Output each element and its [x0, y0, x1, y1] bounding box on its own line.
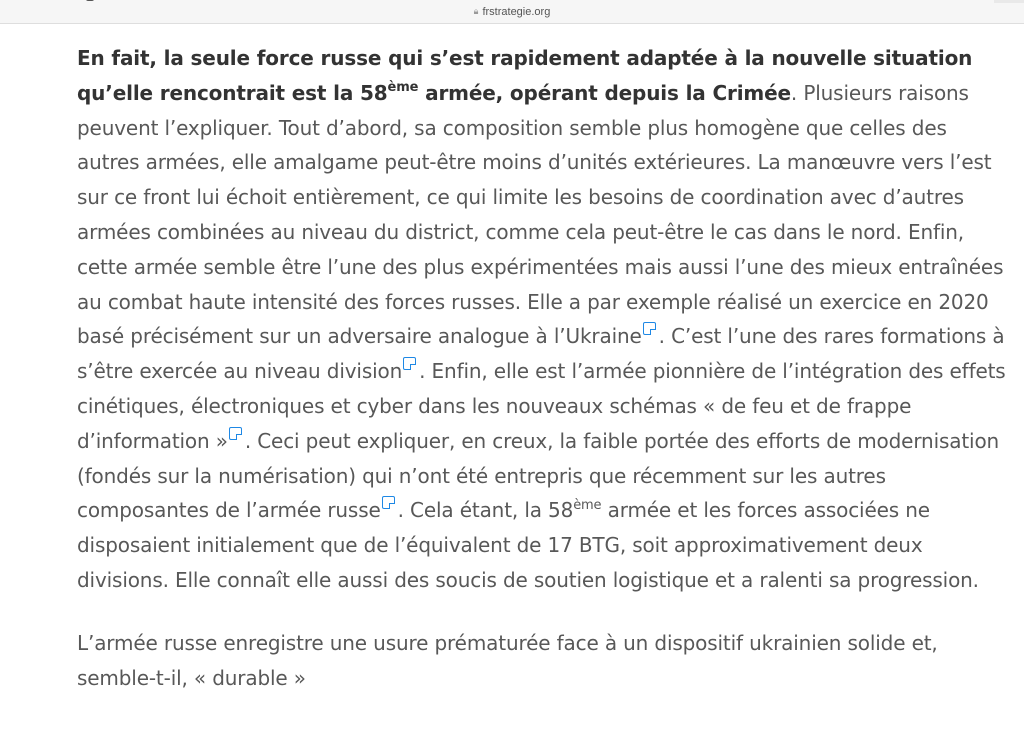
- text-segment-5: . Cela étant, la 58: [397, 498, 574, 523]
- superscript-eme-2: ème: [573, 497, 602, 513]
- browser-url-bar[interactable]: [0, 0, 1024, 24]
- bold-text-b: armée, opérant depuis la Crimée: [418, 80, 791, 105]
- footnote-link-icon[interactable]: [229, 427, 242, 440]
- text-segment-6: armée et les forces associées ne disposaient initialement que de l’équivalent de 17 BTG, soit approximativement deux divisions. Elle connaît elle aussi des soucis de soutien logistique et a ralenti sa progression.: [77, 498, 979, 592]
- toolbar-fragment: [86, 0, 94, 1]
- footnote-link-icon[interactable]: [643, 322, 656, 335]
- footnote-link-icon[interactable]: [382, 496, 395, 509]
- text-segment-3: . Enfin, elle est l’armée pionnière de l’intégration des effets cinétiques, électroniques et cyber dans les nouveaux schémas « de feu et de frappe d’information »: [77, 359, 1006, 453]
- paragraph-1: [77, 41, 1007, 598]
- toolbar-fragment-right: [994, 0, 1024, 3]
- lock-icon: 🔒︎: [473, 6, 479, 16]
- footnote-link-icon[interactable]: [403, 357, 416, 370]
- bold-text-a: En fait, la seule force russe qui s’est rapidement adaptée à la nouvelle situation qu’elle rencontrait est la 58: [77, 46, 973, 105]
- article-body: [77, 41, 1007, 695]
- url-text: frstrategie.org: [482, 5, 551, 18]
- text-segment-2: . C’est l’une des rares formations à s’être exercée au niveau division: [77, 324, 1005, 384]
- paragraph-2: L’armée russe enregistre une usure prématurée face à un dispositif ukrainien solide et, semble-t-il, « durable »: [77, 630, 938, 690]
- superscript-eme: ème: [387, 80, 419, 96]
- text-segment-1: . Plusieurs raisons peuvent l’expliquer. Tout d’abord, sa composition semble plus homogène que celles des autres armées, elle amalgame peut-être moins d’unités extérieures. La manœuvre vers l’est sur ce front lui échoit entièrement, ce qui limite les besoins de coordination avec d’autres armées combinées au niveau du district, comme cela peut-être le cas dans le nord. Enfin, cette armée semble être l’une des plus expérimentées mais aussi l’une des mieux entraînées au combat haute intensité des forces russes. Elle a par exemple réalisé un exercice en 2020 basé précisément sur un adversaire analogue à l’Ukraine: [77, 80, 1004, 349]
- text-segment-4: . Ceci peut expliquer, en creux, la faible portée des efforts de modernisation (fondés sur la numérisation) qui n’ont été entrepris que récemment sur les autres composantes de l’armée russe: [77, 428, 1000, 523]
